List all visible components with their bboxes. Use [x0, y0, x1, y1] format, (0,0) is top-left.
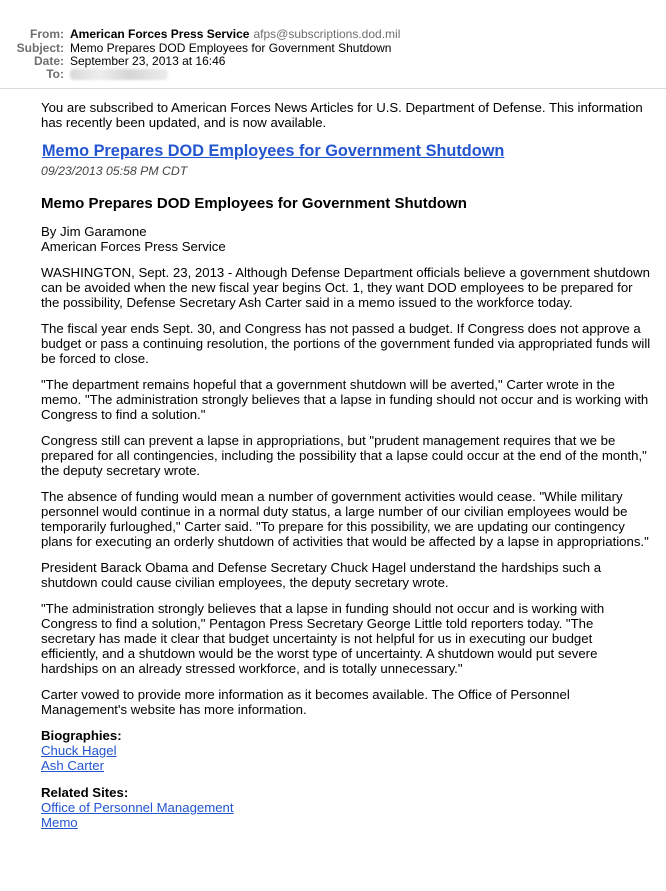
email-body: [41, 100, 651, 830]
to-value-redacted[interactable]: [70, 67, 168, 81]
article-paragraph: WASHINGTON, Sept. 23, 2013 - Although Defense Department officials believe a government shutdown can be avoided when the new fiscal year begins Oct. 1, they want DOD employees to be prepared for the possibility, Defense Secretary Ash Carter said in a memo issued to the workforce today.: [41, 265, 650, 310]
article-paragraph: The absence of funding would mean a number of government activities would cease. "While military personnel would continue in a normal duty status, a large number of our civilian employees would be temporarily furloughed," Carter said. "To prepare for this possibility, we are updating our contingency plans for executing an orderly shutdown of activities that would be affected by a lapse in appropriations.": [41, 489, 649, 549]
subject-value: Memo Prepares DOD Employees for Government Shutdown: [70, 41, 392, 55]
bio-link-chuck-hagel[interactable]: Chuck Hagel: [41, 743, 117, 758]
from-value[interactable]: [70, 27, 400, 41]
from-label: From:: [30, 27, 64, 41]
sender-email[interactable]: afps@subscriptions.dod.mil: [253, 27, 401, 41]
article-paragraph: The fiscal year ends Sept. 30, and Congress has not passed a budget. If Congress does not approve a budget or pass a continuing resolution, the portions of the government funded via appropriated funds will be forced to close.: [41, 321, 651, 366]
byline-organization: American Forces Press Service: [41, 239, 226, 254]
related-link-memo[interactable]: Memo: [41, 815, 78, 830]
biographies-heading: Biographies:: [41, 728, 122, 743]
article-title-link[interactable]: Memo Prepares DOD Employees for Government Shutdown: [42, 142, 505, 160]
to-label: To:: [46, 67, 64, 81]
email-header: [0, 0, 666, 89]
date-label: Date:: [33, 54, 64, 68]
article-paragraph: Congress still can prevent a lapse in appropriations, but "prudent management requires that we be prepared for all contingencies, including the possibility that a lapse could occur at the end of the month," the deputy secretary wrote.: [41, 433, 647, 478]
subject-row: [0, 41, 666, 55]
article-paragraph: President Barack Obama and Defense Secretary Chuck Hagel understand the hardships such a shutdown could cause civilian employees, the deputy secretary wrote.: [41, 560, 602, 590]
sender-name[interactable]: American Forces Press Service: [70, 27, 250, 41]
bio-link-ash-carter[interactable]: Ash Carter: [41, 758, 105, 773]
article-paragraph: "The administration strongly believes that a lapse in funding should not occur and is working with Congress to find a solution," Pentagon Press Secretary George Little told reporters today. "The secretary has made it clear that budget uncertainty is not helpful for us in executing our budget efficiently, and a shutdown would be the worst type of uncertainty. A shutdown would put severe hardships on an already stressed workforce, and is totally unnecessary.": [41, 601, 605, 676]
to-row: [0, 67, 666, 81]
article-title: Memo Prepares DOD Employees for Government Shutdown: [41, 195, 467, 212]
subject-label: Subject:: [16, 41, 64, 55]
byline: By Jim Garamone: [41, 224, 147, 239]
publish-date: 09/23/2013 05:58 PM CDT: [41, 164, 188, 178]
related-sites-heading: Related Sites:: [41, 785, 129, 800]
related-link-opm[interactable]: Office of Personnel Management: [41, 800, 234, 815]
from-row: [0, 27, 666, 41]
header-divider: [0, 88, 666, 89]
article-paragraph: "The department remains hopeful that a government shutdown will be averted," Carter wrote in the memo. "The administration strongly believes that a lapse in funding should not occur and is working with Congress to find a solution.": [41, 377, 649, 422]
subscription-notice: You are subscribed to American Forces News Articles for U.S. Department of Defense. This information has recently been updated, and is now available.: [41, 100, 643, 130]
article-paragraph: Carter vowed to provide more information as it becomes available. The Office of Personnel Management's website has more information.: [41, 687, 570, 717]
redacted-recipient: [70, 69, 168, 80]
date-row: [0, 54, 666, 68]
date-value: September 23, 2013 at 16:46: [70, 54, 226, 68]
